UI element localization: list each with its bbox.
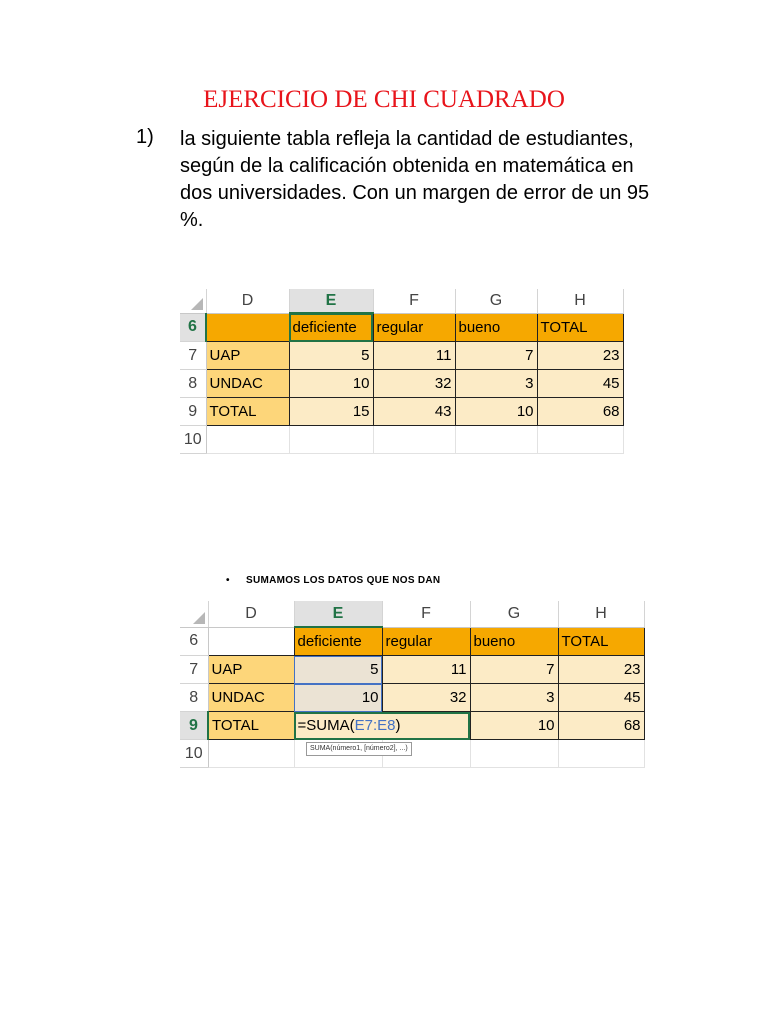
cell-d10[interactable] <box>206 426 289 454</box>
select-all-corner[interactable] <box>180 601 208 627</box>
table-row <box>180 684 644 712</box>
column-header-e[interactable]: E <box>294 601 382 627</box>
table-row <box>180 426 623 454</box>
cell-g7[interactable]: 7 <box>470 656 558 684</box>
cell-e6[interactable]: deficiente <box>289 313 373 342</box>
bullet-icon: • <box>226 575 230 586</box>
cell-f7[interactable]: 11 <box>373 342 455 370</box>
cell-d9[interactable]: TOTAL <box>208 712 294 740</box>
cell-f8[interactable]: 32 <box>373 370 455 398</box>
column-header-f[interactable]: F <box>382 601 470 627</box>
formula-prefix: =SUMA( <box>297 717 355 734</box>
cell-h8[interactable]: 45 <box>558 684 644 712</box>
instruction-text: SUMAMOS LOS DATOS QUE NOS DAN <box>246 575 441 586</box>
table-row <box>180 342 623 370</box>
column-header-f[interactable]: F <box>373 289 455 313</box>
cell-e7[interactable]: 5 <box>289 342 373 370</box>
cell-f6[interactable]: regular <box>373 313 455 342</box>
cell-g10[interactable] <box>470 740 558 768</box>
cell-d6[interactable] <box>208 627 294 656</box>
table-row <box>180 740 644 768</box>
cell-f8[interactable]: 32 <box>382 684 470 712</box>
table-row <box>180 656 644 684</box>
cell-g9[interactable]: 10 <box>470 712 558 740</box>
formula-suffix: ) <box>395 717 401 734</box>
cell-g8[interactable]: 3 <box>470 684 558 712</box>
cell-e8[interactable]: 10 <box>289 370 373 398</box>
select-all-corner[interactable] <box>180 289 206 313</box>
cell-e9-formula[interactable] <box>294 712 470 740</box>
select-all-triangle-icon <box>193 612 205 624</box>
cell-d10[interactable] <box>208 740 294 768</box>
cell-e6[interactable]: deficiente <box>294 627 382 656</box>
cell-h6[interactable]: TOTAL <box>537 313 623 342</box>
row-header-7[interactable]: 7 <box>180 342 206 370</box>
spreadsheet-table-1 <box>180 289 624 454</box>
instruction-bullet <box>226 575 440 586</box>
cell-h9[interactable]: 68 <box>537 398 623 426</box>
cell-d7[interactable]: UAP <box>208 656 294 684</box>
column-header-e[interactable]: E <box>289 289 373 313</box>
cell-e10[interactable] <box>289 426 373 454</box>
table-row <box>180 712 644 740</box>
table-row <box>180 370 623 398</box>
cell-h7[interactable]: 23 <box>558 656 644 684</box>
formula-range-ref: E7:E8 <box>354 717 396 734</box>
select-all-triangle-icon <box>191 298 203 310</box>
row-header-10[interactable]: 10 <box>180 426 206 454</box>
function-tooltip: SUMA(número1, [número2], ...) <box>306 742 412 756</box>
cell-h8[interactable]: 45 <box>537 370 623 398</box>
cell-d8[interactable]: UNDAC <box>208 684 294 712</box>
row-header-6[interactable]: 6 <box>180 627 208 656</box>
row-header-6[interactable]: 6 <box>180 313 206 342</box>
cell-g10[interactable] <box>455 426 537 454</box>
spreadsheet-table-2 <box>180 601 645 768</box>
cell-g9[interactable]: 10 <box>455 398 537 426</box>
table-row <box>180 313 623 342</box>
column-header-h[interactable]: H <box>558 601 644 627</box>
cell-f10[interactable] <box>373 426 455 454</box>
row-header-7[interactable]: 7 <box>180 656 208 684</box>
cell-d8[interactable]: UNDAC <box>206 370 289 398</box>
row-header-8[interactable]: 8 <box>180 684 208 712</box>
column-header-h[interactable]: H <box>537 289 623 313</box>
table-row <box>180 398 623 426</box>
exercise-title: EJERCICIO DE CHI CUADRADO <box>203 86 565 113</box>
column-header-d[interactable]: D <box>208 601 294 627</box>
question-text: la siguiente tabla refleja la cantidad de estudiantes, según de la calificación obtenida en matemática en dos universidades. Con un margen de error de un 95 %. <box>180 128 650 231</box>
cell-f7[interactable]: 11 <box>382 656 470 684</box>
cell-h7[interactable]: 23 <box>537 342 623 370</box>
cell-g7[interactable]: 7 <box>455 342 537 370</box>
cell-f9[interactable]: 43 <box>373 398 455 426</box>
cell-h10[interactable] <box>558 740 644 768</box>
column-header-g[interactable]: G <box>470 601 558 627</box>
row-header-8[interactable]: 8 <box>180 370 206 398</box>
cell-g8[interactable]: 3 <box>455 370 537 398</box>
table-row <box>180 627 644 656</box>
cell-d7[interactable]: UAP <box>206 342 289 370</box>
cell-h10[interactable] <box>537 426 623 454</box>
cell-e9[interactable]: 15 <box>289 398 373 426</box>
cell-g6[interactable]: bueno <box>470 627 558 656</box>
cell-e8[interactable]: 10 <box>294 684 382 712</box>
cell-d9[interactable]: TOTAL <box>206 398 289 426</box>
cell-h6[interactable]: TOTAL <box>558 627 644 656</box>
row-header-9[interactable]: 9 <box>180 712 208 740</box>
column-header-d[interactable]: D <box>206 289 289 313</box>
row-header-9[interactable]: 9 <box>180 398 206 426</box>
question-number: 1) <box>136 126 154 148</box>
cell-h9[interactable]: 68 <box>558 712 644 740</box>
cell-f6[interactable]: regular <box>382 627 470 656</box>
cell-g6[interactable]: bueno <box>455 313 537 342</box>
cell-d6[interactable] <box>206 313 289 342</box>
cell-e7[interactable]: 5 <box>294 656 382 684</box>
column-header-g[interactable]: G <box>455 289 537 313</box>
row-header-10[interactable]: 10 <box>180 740 208 768</box>
